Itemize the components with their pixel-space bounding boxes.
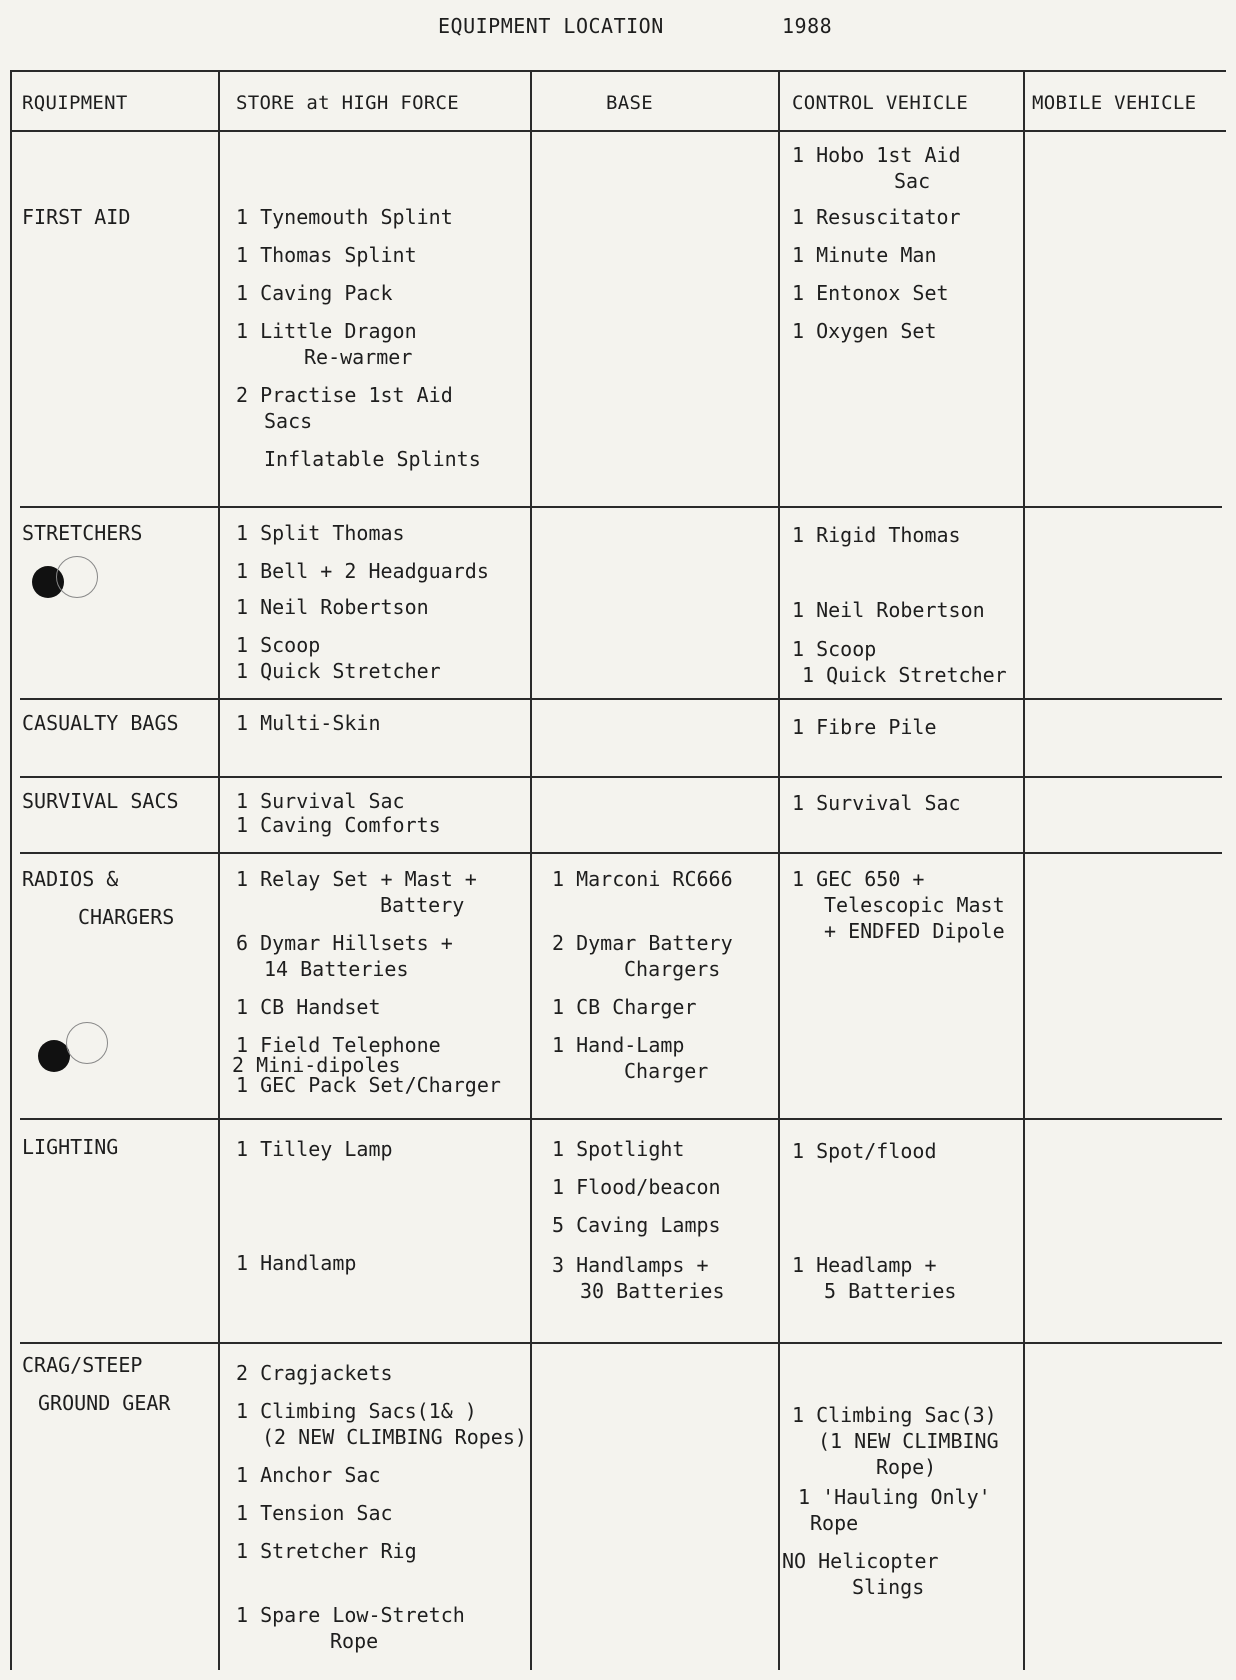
control-item: 1 'Hauling Only': [798, 1485, 991, 1509]
control-item: 1 Hobo 1st Aid: [792, 143, 961, 167]
control-item: 1 Entonox Set: [792, 281, 949, 305]
punch-hole-bottom-ring: [66, 1022, 108, 1064]
store-item: 1 Quick Stretcher: [236, 659, 441, 683]
store-item: Sacs: [264, 409, 313, 433]
punch-hole-top-ring: [56, 556, 98, 598]
base-item: 1 Marconi RC666: [552, 867, 733, 891]
store-item: 1 CB Handset: [236, 995, 381, 1019]
control-item: 1 Fibre Pile: [792, 715, 937, 739]
store-item: 1 Caving Pack: [236, 281, 393, 305]
control-item: 1 Rigid Thomas: [792, 523, 961, 547]
store-item: 1 Split Thomas: [236, 521, 405, 545]
store-item: Re-warmer: [304, 345, 413, 369]
store-item: 1 Handlamp: [236, 1251, 357, 1275]
table-rule-top: [10, 70, 1226, 72]
document-header: [0, 14, 1236, 44]
store-item: 1 Tension Sac: [236, 1501, 393, 1525]
control-item: 1 GEC 650 +: [792, 867, 925, 891]
table-rule: [20, 1342, 1222, 1344]
base-item: 1 CB Charger: [552, 995, 697, 1019]
table-col-divider: [218, 70, 220, 1670]
control-item: 1 Spot/flood: [792, 1139, 937, 1163]
control-item: Telescopic Mast: [824, 893, 1005, 917]
control-item: NO Helicopter: [782, 1549, 939, 1573]
table-rule-header: [10, 130, 1226, 132]
control-item: Sac: [894, 169, 931, 193]
base-item: 5 Caving Lamps: [552, 1213, 721, 1237]
store-item: 2 Cragjackets: [236, 1361, 393, 1385]
store-item: 1 Thomas Splint: [236, 243, 417, 267]
control-item: (1 NEW CLIMBING: [818, 1429, 999, 1453]
table-col-divider: [530, 70, 532, 1670]
base-item: Charger: [624, 1059, 709, 1083]
store-item: 1 Climbing Sacs(1& ): [236, 1399, 477, 1423]
store-item: 1 Multi-Skin: [236, 711, 381, 735]
control-item: 1 Headlamp +: [792, 1253, 937, 1277]
table-rule: [20, 852, 1222, 854]
control-item: 1 Survival Sac: [792, 791, 961, 815]
control-item: 1 Climbing Sac(3): [792, 1403, 997, 1427]
base-item: Chargers: [624, 957, 721, 981]
table-col-left-edge: [10, 70, 12, 1670]
control-item: Rope: [810, 1511, 859, 1535]
column-header-base: BASE: [606, 92, 653, 114]
row-label-crag: CRAG/STEEP: [22, 1353, 143, 1377]
store-item: Battery: [380, 893, 465, 917]
store-item: 1 Scoop: [236, 633, 321, 657]
control-item: Rope): [876, 1455, 937, 1479]
store-item: 6 Dymar Hillsets +: [236, 931, 453, 955]
table-col-divider: [1023, 70, 1025, 1670]
control-item: 1 Quick Stretcher: [802, 663, 1007, 687]
store-item: 1 Field Telephone: [236, 1033, 441, 1057]
store-item: 1 Spare Low-Stretch: [236, 1603, 465, 1627]
store-item: 1 Little Dragon: [236, 319, 417, 343]
store-item: Inflatable Splints: [264, 447, 481, 471]
control-item: 1 Minute Man: [792, 243, 937, 267]
store-item: 1 GEC Pack Set/Charger: [236, 1073, 501, 1097]
row-label-lighting: LIGHTING: [22, 1135, 119, 1159]
base-item: 1 Hand-Lamp: [552, 1033, 685, 1057]
store-item: 1 Relay Set + Mast +: [236, 867, 477, 891]
row-label-crag: GROUND GEAR: [38, 1391, 171, 1415]
store-item: 1 Tynemouth Splint: [236, 205, 453, 229]
control-item: Slings: [852, 1575, 925, 1599]
base-item: 2 Dymar Battery: [552, 931, 733, 955]
control-item: 1 Resuscitator: [792, 205, 961, 229]
document-title: EQUIPMENT LOCATION: [438, 14, 664, 38]
column-header-store: STORE at HIGH FORCE: [236, 92, 460, 114]
table-rule: [20, 506, 1222, 508]
store-item: 1 Stretcher Rig: [236, 1539, 417, 1563]
column-header-control-vehicle: CONTROL VEHICLE: [792, 92, 969, 114]
control-item: 1 Neil Robertson: [792, 598, 985, 622]
store-item: 1 Survival Sac: [236, 789, 405, 813]
table-rule: [20, 1118, 1222, 1120]
document-year: 1988: [782, 14, 833, 38]
base-item: 3 Handlamps +: [552, 1253, 709, 1277]
store-item: 1 Caving Comforts: [236, 813, 441, 837]
control-item: 5 Batteries: [824, 1279, 957, 1303]
row-label-first-aid: FIRST AID: [22, 205, 131, 229]
base-item: 1 Spotlight: [552, 1137, 685, 1161]
store-item: 2 Practise 1st Aid: [236, 383, 453, 407]
row-label-radios: CHARGERS: [78, 905, 175, 929]
store-item: 1 Bell + 2 Headguards: [236, 559, 489, 583]
base-item: 30 Batteries: [580, 1279, 725, 1303]
store-item: 1 Tilley Lamp: [236, 1137, 393, 1161]
control-item: 1 Scoop: [792, 637, 877, 661]
store-item: 14 Batteries: [264, 957, 409, 981]
row-label-survival-sacs: SURVIVAL SACS: [22, 789, 179, 813]
base-item: 1 Flood/beacon: [552, 1175, 721, 1199]
column-header-equipment: RQUIPMENT: [22, 92, 128, 114]
store-item: 2 Mini-dipoles: [232, 1053, 401, 1077]
control-item: 1 Oxygen Set: [792, 319, 937, 343]
table-col-divider: [778, 70, 780, 1670]
row-label-radios: RADIOS &: [22, 867, 119, 891]
table-rule: [20, 776, 1222, 778]
table-rule: [20, 698, 1222, 700]
row-label-casualty-bags: CASUALTY BAGS: [22, 711, 179, 735]
row-label-stretchers: STRETCHERS: [22, 521, 143, 545]
store-item: (2 NEW CLIMBING Ropes): [262, 1425, 527, 1449]
column-header-mobile-vehicle: MOBILE VEHICLE: [1032, 92, 1197, 114]
store-item: Rope: [330, 1629, 379, 1653]
store-item: 1 Neil Robertson: [236, 595, 429, 619]
store-item: 1 Anchor Sac: [236, 1463, 381, 1487]
control-item: + ENDFED Dipole: [824, 919, 1005, 943]
